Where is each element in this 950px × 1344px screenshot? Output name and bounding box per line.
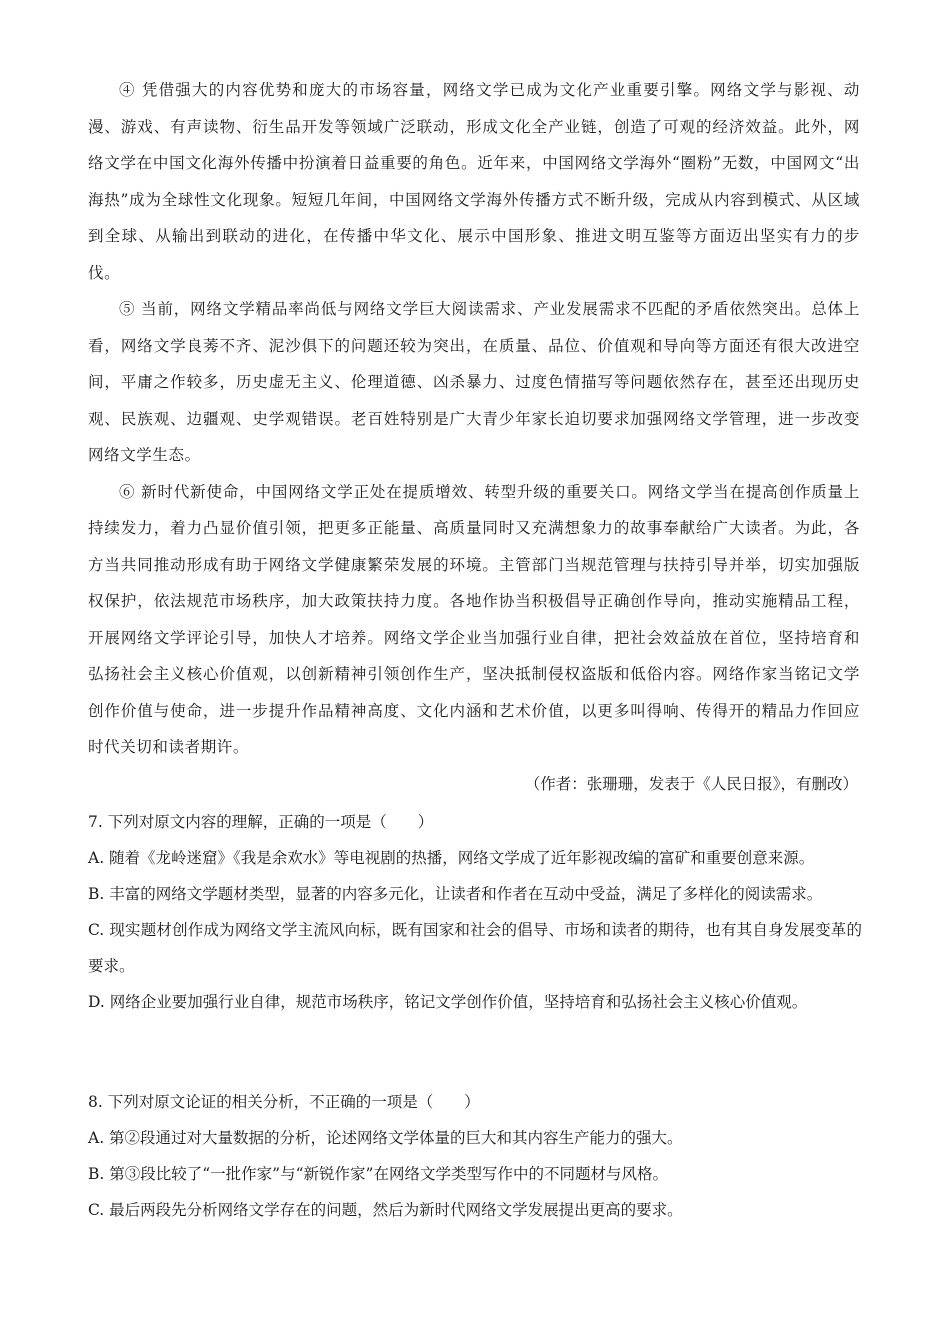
- question-7-option-c: C. 现实题材创作成为网络文学主流风向标，既有国家和社会的倡导、市场和读者的期待，也有其自身发展变革的要求。: [88, 921, 862, 975]
- question-8-option-b: B. 第③段比较了“一批作家”与“新锐作家”在网络文学类型写作中的不同题材与风格。: [88, 1165, 668, 1183]
- question-8-stem: 8. 下列对原文论证的相关分析，不正确的一项是（ ）: [88, 1093, 480, 1111]
- question-7-stem: 7. 下列对原文内容的理解，正确的一项是（ ）: [88, 813, 434, 831]
- question-8-option-a: A. 第②段通过对大量数据的分析，论述网络文学体量的巨大和其内容生产能力的强大。: [88, 1129, 683, 1147]
- article-body: [88, 72, 860, 802]
- paragraph-6: ⑥ 新时代新使命，中国网络文学正处在提质增效、转型升级的重要关口。网络文学当在提高创作质量上持续发力，着力凸显价值引领，把更多正能量、高质量同时又充满想象力的故事奉献给广大读者。为此，各方当共同推动形成有助于网络文学健康繁荣发展的环境。主管部门当规范管理与扶持引导并举，切实加强版权保护，依法规范市场秩序，加大政策扶持力度。各地作协当积极倡导正确创作导向，推动实施精品工程，开展网络文学评论引导，加快人才培养。网络文学企业当加强行业自律，把社会效益放在首位，坚持培育和弘扬社会主义核心价值观，以创新精神引领创作生产，坚决抵制侵权盗版和低俗内容。网络作家当铭记文学创作价值与使命，进一步提升作品精神高度、文化内涵和艺术价值，以更多叫得响、传得开的精品力作回应时代关切和读者期许。: [88, 482, 860, 756]
- question-8-option-c: C. 最后两段先分析网络文学存在的问题，然后为新时代网络文学发展提出更高的要求。: [88, 1201, 683, 1219]
- article-source: （作者：张珊珊，发表于《人民日报》，有删改）: [524, 774, 858, 793]
- question-7-option-a: A. 随着《龙岭迷窟》《我是余欢水》等电视剧的热播，网络文学成了近年影视改编的富矿和重要创意来源。: [88, 849, 815, 867]
- question-7: [88, 804, 862, 1020]
- question-7-option-d: D. 网络企业要加强行业自律，规范市场秩序，铭记文学创作价值，坚持培育和弘扬社会主义核心价值观。: [88, 993, 808, 1011]
- question-7-option-b: B. 丰富的网络文学题材类型，显著的内容多元化，让读者和作者在互动中受益，满足了多样化的阅读需求。: [88, 885, 823, 903]
- question-8: [88, 1084, 862, 1228]
- paragraph-4: ④ 凭借强大的内容优势和庞大的市场容量，网络文学已成为文化产业重要引擎。网络文学与影视、动漫、游戏、有声读物、衍生品开发等领域广泛联动，形成文化全产业链，创造了可观的经济效益。此外，网络文学在中国文化海外传播中扮演着日益重要的角色。近年来，中国网络文学海外“圈粉”无数，中国网文“出海热”成为全球性文化现象。短短几年间，中国网络文学海外传播方式不断升级，完成从内容到模式、从区域到全球、从输出到联动的进化，在传播中华文化、展示中国形象、推进文明互鉴等方面迈出坚实有力的步伐。: [88, 81, 860, 282]
- paragraph-5: ⑤ 当前，网络文学精品率尚低与网络文学巨大阅读需求、产业发展需求不匹配的矛盾依然突出。总体上看，网络文学良莠不齐、泥沙俱下的问题还较为突出，在质量、品位、价值观和导向等方面还有很大改进空间，平庸之作较多，历史虚无主义、伦理道德、凶杀暴力、过度色情描写等问题依然存在，甚至还出现历史观、民族观、边疆观、史学观错误。老百姓特别是广大青少年家长迫切要求加强网络文学管理，进一步改变网络文学生态。: [88, 300, 860, 464]
